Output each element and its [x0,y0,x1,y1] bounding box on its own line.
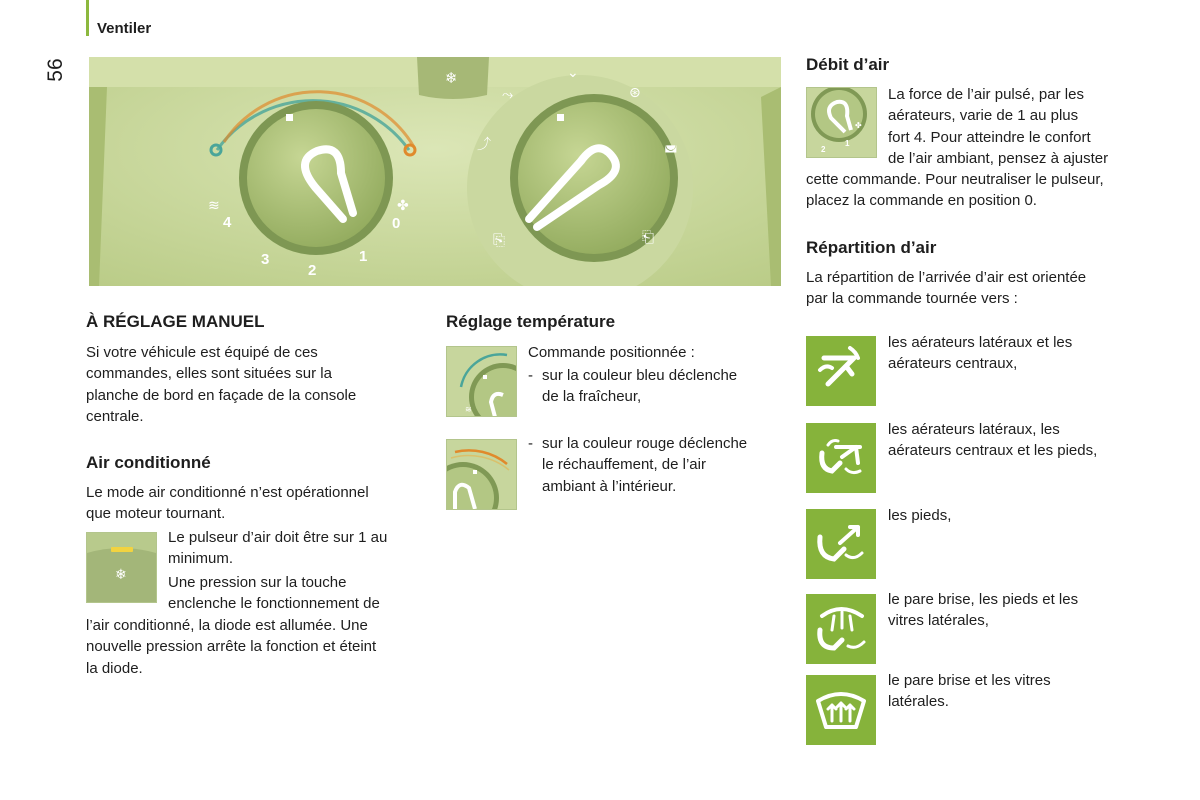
warm-dial-thumbnail [446,439,517,510]
dial-label: 1 [845,139,850,148]
hero-control-panel-illustration [89,57,781,286]
text-line: nouvelle pression arrête la fonction et éteint [86,638,377,656]
text-line: le pare brise, les pieds et les [888,591,1079,608]
feet-icon: ⌄ [567,65,579,81]
ac-led-indicator [111,547,133,552]
text-line: les aérateurs latéraux et les [888,334,1073,351]
text-line: Une pression sur la touche [168,573,347,591]
dial-label: 4 [223,214,232,231]
temperature-section-title: Réglage température [446,312,616,331]
fan-icon: ✤ [397,198,409,214]
dial-mark [286,114,293,121]
distribution-intro [806,267,1156,310]
text-line: fort 4. Pour atteindre le confort [888,128,1091,146]
cold-dial-thumbnail [446,346,517,417]
dial-mark [557,114,564,121]
distribution-item-text [888,332,1158,375]
text-line: aérateurs centraux, [888,355,1018,373]
text-line: aérateurs centraux et les pieds, [888,442,1098,460]
header-accent-bar [86,0,89,36]
distribution-item-text [888,419,1158,462]
text-line: commandes, elles sont situées sur la [86,365,332,383]
manual-section-title: À RÉGLAGE MANUEL [86,312,265,331]
windscreen-demist-icon [806,675,876,745]
dial-label: 0 [392,215,401,232]
fan-dial-thumbnail [806,87,877,158]
text-line: les aérateurs latéraux, les [888,421,1060,438]
text-line: les pieds, [888,507,952,524]
airflow-tail-text [806,169,1156,212]
text-line: latérales. [888,693,949,711]
dial-label: 2 [308,262,317,279]
windscreen-feet-icon [806,594,876,664]
side-central-vents-icon [806,336,876,406]
text-line: La force de l’air pulsé, par les [888,86,1084,103]
text-line: par la commande tournée vers : [806,290,1018,308]
vents-and-feet-icon [806,423,876,493]
recirculation-icon: ⎘ [493,231,506,249]
text-line: cette commande. Pour neutraliser le pulseur, [806,171,1104,188]
text-line: Le mode air conditionné n’est opérationnel [86,484,369,501]
distribution-item-text [888,505,1158,526]
text-line: ambiant à l’intérieur. [542,477,677,495]
airflow-inset-text [888,84,1158,169]
cold-dial-image [447,347,516,416]
text-line: le réchauffement, de l’air [542,456,706,474]
text-line: de la fraîcheur, [542,388,642,406]
text-line: planche de bord en façade de la console [86,386,357,404]
dial-label: 3 [261,251,270,268]
fan-icon: ✤ [855,121,862,130]
snowflake-icon: ❄ [445,69,458,87]
warm-dial-image [447,440,516,509]
feet-icon [806,509,876,579]
distribution-item-text [888,589,1158,632]
text-line: de l’air ambiant, pensez à ajuster [888,149,1109,167]
list-dash: - [528,367,533,384]
fan-dial-image [807,88,876,157]
air-flow-icon: ⤴ [477,137,491,153]
text-line: Le pulseur d’air doit être sur 1 au [168,529,388,546]
text-line: sur la couleur bleu déclenche [542,367,738,384]
ac-tail-text [86,615,431,679]
ac-button-thumbnail [86,532,157,603]
ac-intro-text [86,482,426,525]
text-line: la diode. [86,659,143,677]
dial-knob [247,109,385,247]
dial-label: 2 [821,145,826,154]
ac-section-title: Air conditionné [86,453,211,472]
windscreen-icon: ◛ [664,137,678,153]
list-dash: - [528,435,533,452]
text-line: centrale. [86,407,144,425]
text-line: l’air conditionné, la diode est allumée. Une [86,617,368,634]
page-number: 56 [44,58,67,82]
text-line: aérateurs, varie de 1 au plus [888,107,1079,125]
windscreen-feet-icon: ⊛ [629,85,641,101]
temperature-intro: Commande positionnée : [528,344,695,361]
text-line: placez la commande en position 0. [806,192,1037,210]
text-line: que moteur tournant. [86,505,226,523]
side-vent-icon: ⤳ [502,87,514,103]
fresh-air-icon: ⎗ [642,228,655,246]
dial-label: 1 [359,248,368,265]
text-line: La répartition de l’arrivée d’air est orientée [806,269,1087,286]
distribution-item-text [888,670,1158,713]
demist-icon: ≋ [465,405,472,414]
distribution-section-title: Répartition d’air [806,238,937,257]
cold-setting-item [528,365,788,409]
text-line: le pare brise et les vitres [888,672,1051,689]
text-line: Si votre véhicule est équipé de ces [86,344,318,361]
text-line: enclenche le fonctionnement de [168,594,380,612]
text-line: sur la couleur rouge déclenche [542,435,748,452]
text-line: minimum. [168,550,234,568]
warm-setting-item [528,433,788,499]
demist-icon: ≋ [208,198,220,214]
manual-section-text [86,342,426,427]
ac-button-image [87,533,156,602]
section-title: Ventiler [97,20,152,37]
snowflake-icon: ❄ [115,567,127,583]
ac-inset-text [168,527,428,614]
airflow-section-title: Débit d’air [806,55,890,74]
text-line: vitres latérales, [888,612,989,630]
